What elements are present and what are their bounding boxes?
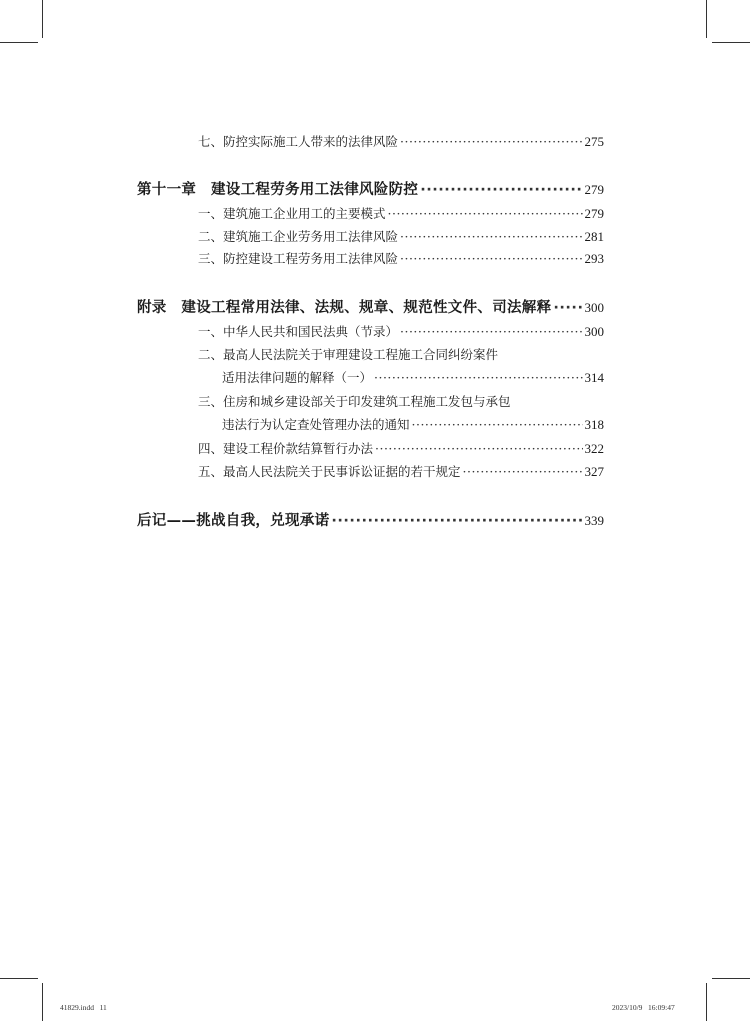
- toc-entry[interactable]: [198, 251, 604, 267]
- toc-entry[interactable]: [198, 464, 604, 480]
- toc-entry-label: 三、防控建设工程劳务用工法律风险: [198, 251, 399, 266]
- leader-dots: [388, 206, 583, 222]
- toc-page-number: 300: [584, 324, 604, 339]
- toc-entry-label: 二、最高人民法院关于审理建设工程施工合同纠纷案件: [198, 347, 499, 362]
- toc-entry-label: 一、中华人民共和国民法典（节录）: [198, 324, 399, 339]
- leader-dots: [412, 417, 583, 433]
- toc-page-number: 339: [584, 513, 604, 528]
- toc-entry-label: 七、防控实际施工人带来的法律风险: [198, 134, 399, 149]
- leader-dots: [420, 181, 582, 199]
- toc-page-number: 318: [584, 417, 604, 432]
- toc-appendix-heading[interactable]: [137, 299, 604, 317]
- leader-dots: [375, 441, 582, 457]
- toc-page-number: 327: [584, 464, 604, 479]
- toc-entry-continuation[interactable]: [222, 417, 604, 433]
- leader-dots: [400, 251, 582, 267]
- leader-dots: [553, 299, 582, 317]
- toc-entry[interactable]: [198, 441, 604, 457]
- toc-entry-first-line[interactable]: [198, 347, 604, 363]
- toc-entry-label: 五、最高人民法院关于民事诉讼证据的若干规定: [198, 464, 461, 479]
- toc-chapter-heading[interactable]: [137, 181, 604, 199]
- toc-entry-label: 违法行为认定查处管理办法的通知: [222, 417, 410, 432]
- toc-entry[interactable]: [198, 206, 604, 222]
- toc-page-number: 275: [584, 134, 604, 149]
- toc-entry-label: 三、住房和城乡建设部关于印发建筑工程施工发包与承包: [198, 394, 511, 409]
- leader-dots: [463, 464, 583, 480]
- toc-entry-label: 附录 建设工程常用法律、法规、规章、规范性文件、司法解释: [137, 300, 552, 316]
- toc-page-number: 293: [584, 251, 604, 266]
- toc-entry-label: 二、建筑施工企业劳务用工法律风险: [198, 229, 399, 244]
- leader-dots: [374, 370, 582, 386]
- toc-entry[interactable]: [198, 134, 604, 150]
- toc-page-number: 279: [584, 182, 604, 197]
- toc-entry-first-line[interactable]: [198, 394, 604, 410]
- leader-dots: [331, 512, 582, 530]
- leader-dots: [400, 229, 582, 245]
- print-file-slug: 41829.indd 11: [60, 1003, 107, 1012]
- toc-entry-continuation[interactable]: [222, 370, 604, 386]
- toc-entry-label: 第十一章 建设工程劳务用工法律风险防控: [137, 182, 419, 198]
- toc-entry-label: 适用法律问题的解释（一）: [222, 370, 373, 385]
- toc-page-number: 300: [584, 300, 604, 315]
- toc-page-number: 322: [584, 441, 604, 456]
- toc-entry[interactable]: [198, 229, 604, 245]
- toc-entry-label: 一、建筑施工企业用工的主要模式: [198, 206, 386, 221]
- toc-page-number: 281: [584, 229, 604, 244]
- toc-page-number: 314: [584, 370, 604, 385]
- toc-entry-label: 四、建设工程价款结算暂行办法: [198, 441, 374, 456]
- leader-dots: [400, 324, 582, 340]
- leader-dots: [400, 134, 582, 150]
- toc-entry-label: 后记——挑战自我，兑现承诺: [137, 513, 330, 529]
- print-timestamp: 2023/10/9 16:09:47: [612, 1003, 675, 1012]
- toc-entry[interactable]: [198, 324, 604, 340]
- toc-page-number: 279: [584, 206, 604, 221]
- toc-afterword-heading[interactable]: [137, 512, 604, 530]
